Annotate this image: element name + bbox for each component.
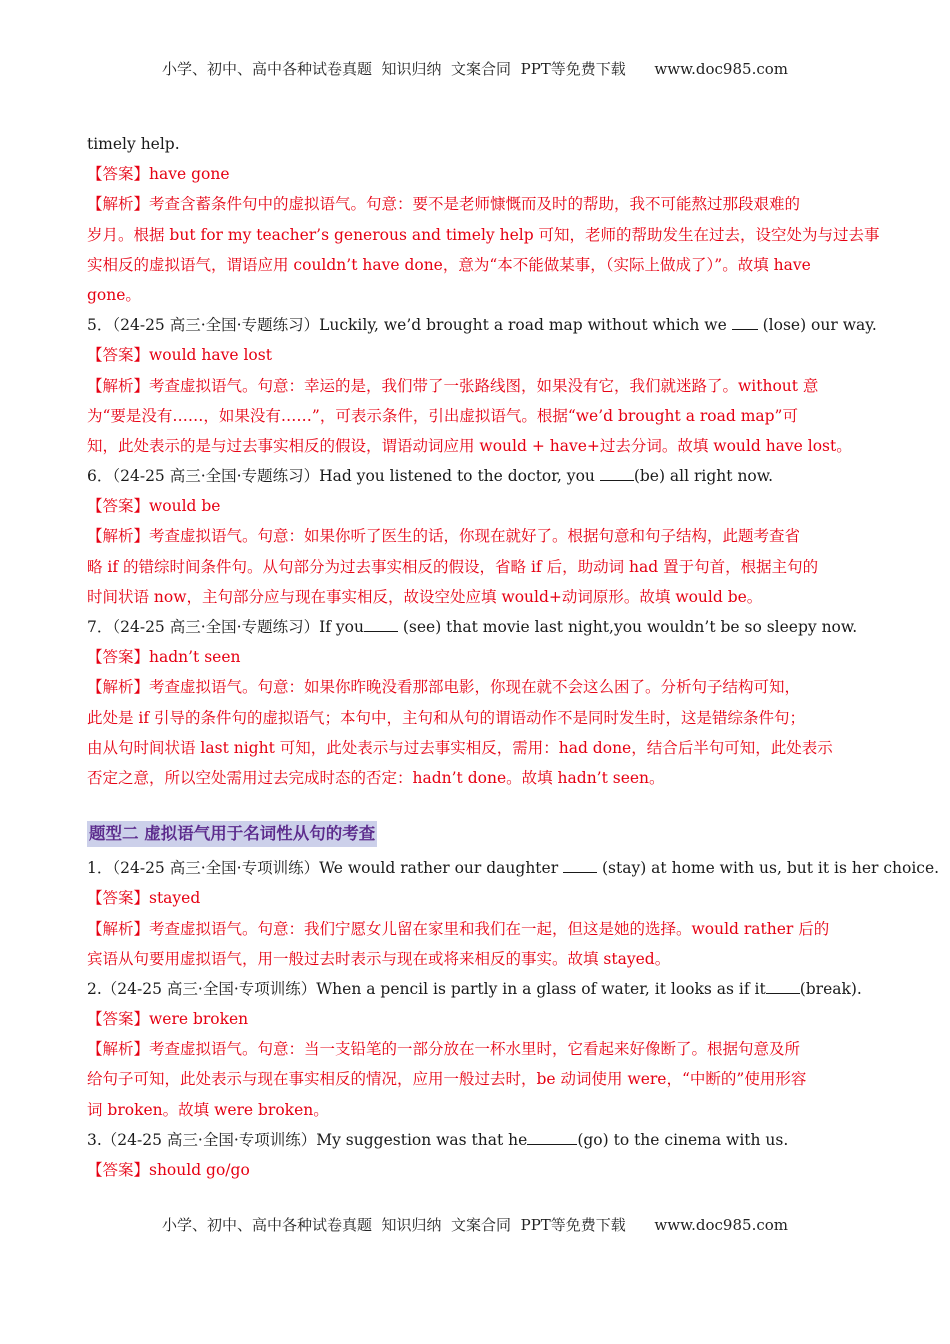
document-body — [87, 129, 940, 1185]
answer-line: 【答案】would have lost — [87, 346, 272, 365]
explanation-line: 时间状语 now，主句部分应与现在事实相反，故设空处应填 would+动词原形。故填 would be。 — [87, 587, 763, 606]
question-6: 6．（24-25 高三·全国·专题练习）Had you listened to the doctor, you (be) all right now. — [87, 467, 774, 486]
answer-line: 【答案】would be — [87, 497, 221, 516]
section2-question-2: 2.（24-25 高三·全国·专项训练）When a pencil is partly in a glass of water, it looks as if it (break). — [87, 979, 862, 998]
explanation-line: 【解析】考查含蓄条件句中的虚拟语气。句意：要不是老师慷慨而及时的帮助，我不可能熬过那段艰难的 — [87, 195, 801, 214]
explanation-line: 此处是 if 引导的条件句的虚拟语气；本句中，主句和从句的谓语动作不是同时发生时，这是错综条件句； — [87, 708, 806, 727]
page-header: 小学、初中、高中各种试卷真题 知识归纳 文案合同 PPT等免费下载 www.doc985.com — [161, 60, 788, 78]
explanation-line: 由从句时间状语 last night 可知，此处表示与过去事实相反，需用：had done，结合后半句可知，此处表示 — [87, 738, 833, 757]
explanation-line: 【解析】考查虚拟语气。句意：幸运的是，我们带了一张路线图，如果没有它，我们就迷路了。without 意 — [87, 376, 819, 395]
explanation-line: 为“要是没有……，如果没有……”，可表示条件，引出虚拟语气。根据“we’d brought a road map”可 — [87, 406, 798, 425]
answer-blank — [766, 979, 800, 994]
explanation-line: 【解析】考查虚拟语气。句意：当一支铅笔的一部分放在一杯水里时，它看起来好像断了。根据句意及所 — [87, 1040, 801, 1059]
explanation-line: 否定之意，所以空处需用过去完成时态的否定：hadn’t done。故填 hadn’t seen。 — [87, 768, 665, 787]
explanation-line: 知，此处表示的是与过去事实相反的假设，谓语动词应用 would + have+过去分词。故填 would have lost。 — [87, 436, 852, 455]
question-5: 5．（24-25 高三·全国·专题练习）Luckily, we’d brought a road map without which we (lose) our way. — [87, 316, 877, 335]
section-heading-row — [87, 819, 867, 853]
answer-line: 【答案】stayed — [87, 889, 201, 908]
explanation-line: 给句子可知，此处表示与现在事实相反的情况，应用一般过去时，be 动词使用 were，“中断的”使用形容 — [87, 1070, 807, 1089]
explanation-line: 略 if 的错综时间条件句。从句部分为过去事实相反的假设，省略 if 后，助动词 had 置于句首，根据主句的 — [87, 557, 819, 576]
explanation-line: 【解析】考查虚拟语气。句意：我们宁愿女儿留在家里和我们在一起，但这是她的选择。would rather 后的 — [87, 919, 830, 938]
answer-blank — [364, 617, 398, 632]
section2-question-3: 3.（24-25 高三·全国·专项训练）My suggestion was that he (go) to the cinema with us. — [87, 1130, 789, 1149]
answer-blank — [732, 315, 758, 330]
explanation-line: gone。 — [87, 285, 141, 304]
explanation-line: 词 broken。故填 were broken。 — [87, 1100, 329, 1119]
explanation-line: 【解析】考查虚拟语气。句意：如果你听了医生的话，你现在就好了。根据句意和句子结构，此题考查省 — [87, 527, 801, 546]
explanation-line: 宾语从句要用虚拟语气，用一般过去时表示与现在或将来相反的事实。故填 stayed。 — [87, 949, 671, 968]
answer-line: 【答案】were broken — [87, 1010, 249, 1029]
answer-blank — [600, 466, 634, 481]
explanation-line: 岁月。根据 but for my teacher’s generous and timely help 可知，老师的帮助发生在过去，设空处为与过去事 — [87, 225, 880, 244]
page-footer: 小学、初中、高中各种试卷真题 知识归纳 文案合同 PPT等免费下载 www.doc985.com — [161, 1216, 788, 1234]
question-tail: timely help. — [87, 135, 180, 153]
answer-line: 【答案】have gone — [87, 165, 230, 184]
explanation-line: 【解析】考查虚拟语气。句意：如果你昨晚没看那部电影，你现在就不会这么困了。分析句子结构可知， — [87, 678, 801, 697]
answer-blank — [527, 1130, 577, 1145]
answer-line: 【答案】hadn’t seen — [87, 648, 241, 667]
section2-question-1: 1．（24-25 高三·全国·专项训练）We would rather our daughter (stay) at home with us, but it is her choice. — [87, 859, 940, 878]
section-title: 题型二 虚拟语气用于名词性从句的考查 — [87, 821, 377, 847]
answer-blank — [563, 858, 597, 873]
answer-line: 【答案】should go/go — [87, 1161, 250, 1179]
explanation-line: 实相反的虚拟语气，谓语应用 couldn’t have done，意为“本不能做某事，（实际上做成了）”。故填 have — [87, 255, 811, 274]
question-7: 7．（24-25 高三·全国·专题练习）If you (see) that movie last night,you wouldn’t be so sleepy now. — [87, 618, 858, 636]
